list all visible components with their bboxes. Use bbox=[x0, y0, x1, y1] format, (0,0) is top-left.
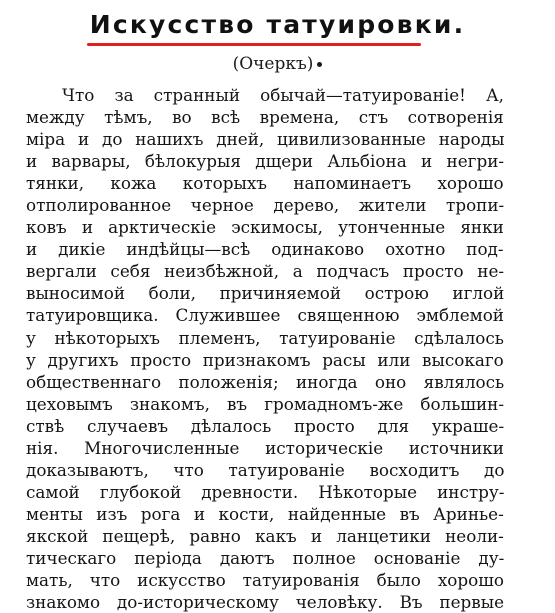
body-line: тянки, кожа которыхъ напоминаетъ хорошо bbox=[26, 173, 504, 194]
body-line: доказываютъ, что татуированіе восходитъ до bbox=[26, 459, 505, 480]
body-line: ствѣ случаевъ дѣлалось просто для украше- bbox=[26, 415, 505, 436]
body-line: у другихъ просто признакомъ расы или высокаго bbox=[26, 349, 504, 370]
body-line: тическаго періода даютъ полное основаніе ду- bbox=[26, 547, 505, 568]
body-line: менты изъ рога и кости, найденные въ Ариньe- bbox=[26, 503, 504, 524]
body-line: якской пещерѣ, равно какъ и ланцетики неоли- bbox=[26, 525, 504, 546]
body-line: и дикіе индѣйцы—всѣ одинаково охотно под- bbox=[26, 239, 504, 260]
article-body bbox=[26, 84, 504, 613]
body-line: знакомо до-историческому человѣку. Въ первые bbox=[26, 592, 505, 613]
subtitle-dot bbox=[317, 62, 322, 67]
article-title: Искусство татуировки. bbox=[89, 10, 466, 39]
body-line: вергали себя неизбѣжной, а подчасъ просто не- bbox=[26, 261, 505, 282]
body-line: міра и до нашихъ дней, цивилизованные народы bbox=[26, 129, 505, 150]
article-subtitle bbox=[0, 52, 555, 76]
body-line: выносимой боли, причиняемой острою иглой bbox=[26, 283, 505, 304]
body-line: Что за странный обычай—татуированіе! А, bbox=[62, 85, 505, 105]
body-line: ковъ и арктическіе эскимосы, утонченные янки bbox=[26, 217, 504, 238]
title-underline-mark bbox=[87, 43, 421, 46]
body-line: общественнаго положенія; иногда оно являлось bbox=[26, 371, 505, 392]
body-line: у нѣкоторыхъ племенъ, татуированіе сдѣлалось bbox=[26, 327, 504, 348]
body-line: мать, что искусство татуированія было хорошо bbox=[26, 570, 504, 591]
body-line: самой глубокой древности. Нѣкоторые инстру- bbox=[26, 481, 505, 502]
body-line: между тѣмъ, во всѣ времена, стъ сотворенія bbox=[26, 107, 504, 128]
body-line: татуировщика. Служившее священною эмблемой bbox=[26, 305, 504, 326]
body-line: нія. Многочисленные историческіе источники bbox=[26, 437, 504, 458]
subtitle-text: (Очеркъ) bbox=[232, 54, 314, 74]
body-line: и варвары, бѣлокурыя дщери Альбіона и негри- bbox=[26, 151, 505, 172]
body-line: отполированное черное дерево, жители тропи- bbox=[26, 195, 505, 216]
body-line: цеховымъ знакомъ, въ громадномъ-же большин- bbox=[26, 393, 505, 414]
